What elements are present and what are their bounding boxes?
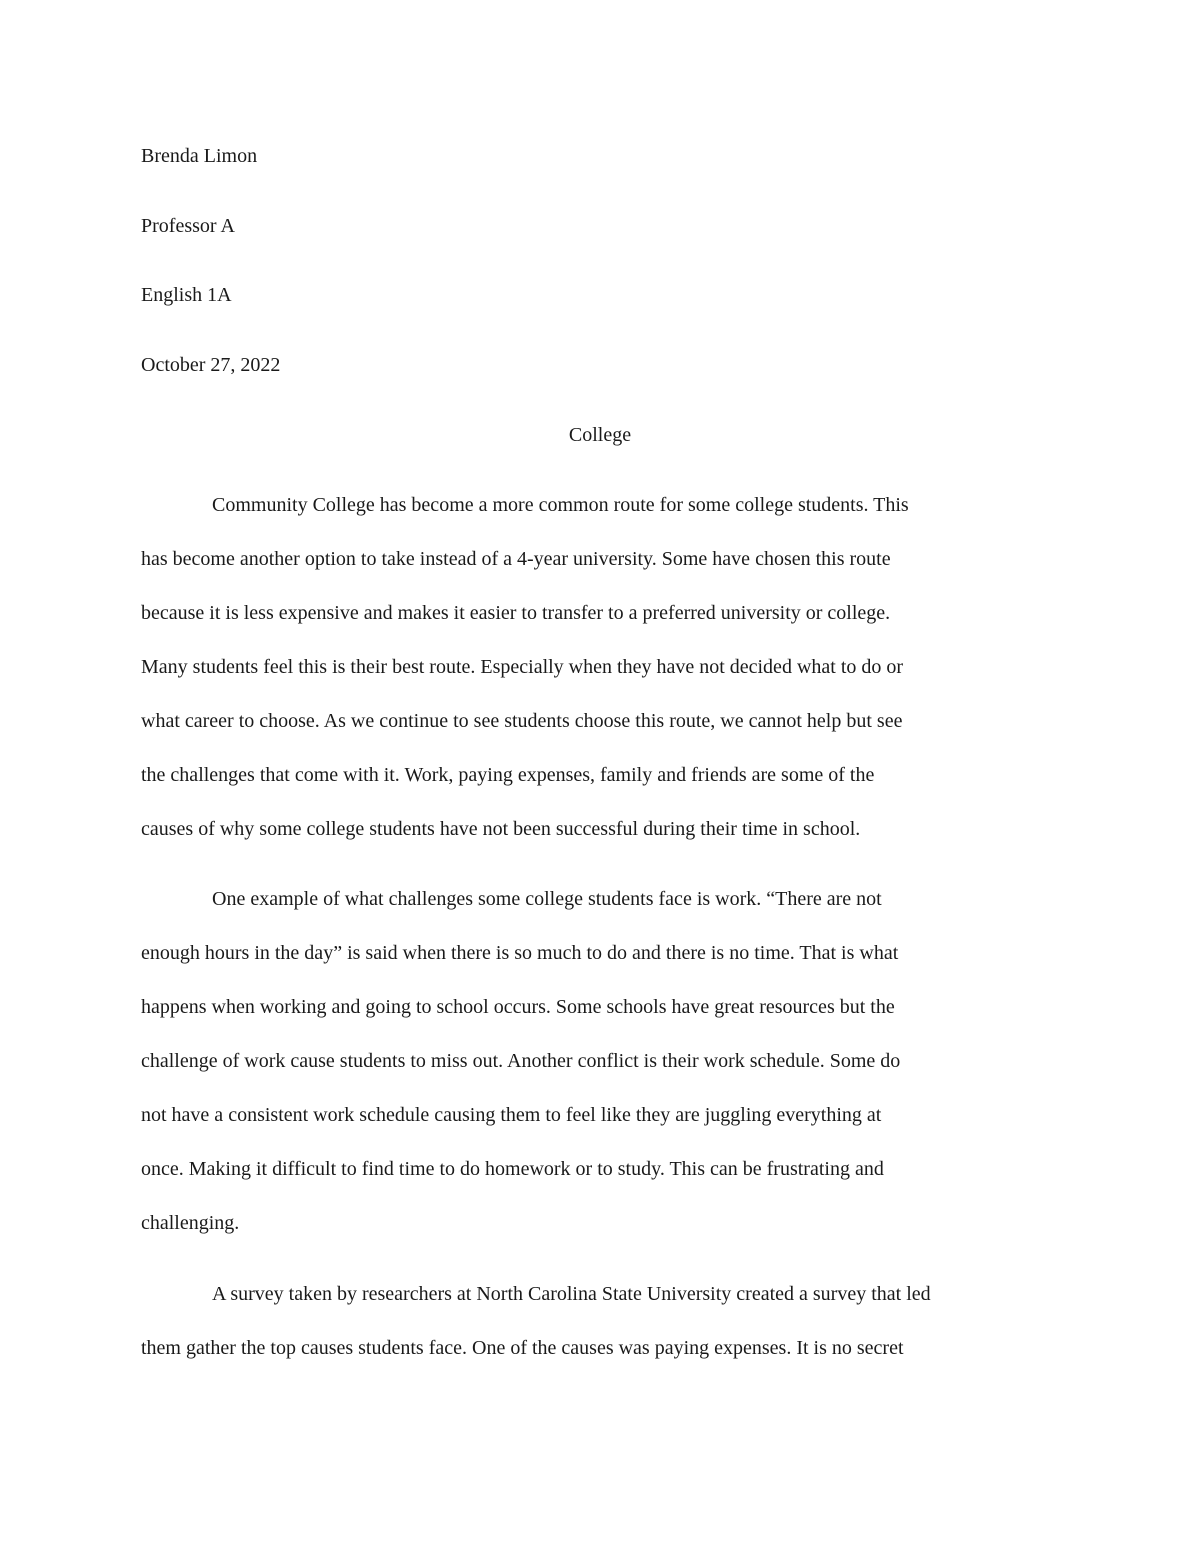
paragraph-1-line: Community College has become a more common route for some college students. This <box>212 494 909 516</box>
professor-name: Professor A <box>141 215 235 237</box>
course-name: English 1A <box>141 284 232 306</box>
paragraph-1-line: causes of why some college students have not been successful during their time in school. <box>141 818 861 840</box>
paragraph-2-line: happens when working and going to school occurs. Some schools have great resources but the <box>141 996 895 1018</box>
paragraph-3-line: A survey taken by researchers at North Carolina State University created a survey that led <box>212 1283 931 1305</box>
author-name: Brenda Limon <box>141 145 258 167</box>
paragraph-2-line: not have a consistent work schedule causing them to feel like they are juggling everything at <box>141 1104 882 1126</box>
paragraph-2-line: enough hours in the day” is said when there is so much to do and there is no time. That is what <box>141 942 899 964</box>
document-title: College <box>568 424 632 446</box>
paragraph-1-line: because it is less expensive and makes it easier to transfer to a preferred university or college. <box>141 602 891 624</box>
paragraph-2-line: challenging. <box>141 1212 240 1234</box>
paragraph-1-line: Many students feel this is their best route. Especially when they have not decided what to do or <box>141 656 904 678</box>
paragraph-2-line: challenge of work cause students to miss out. Another conflict is their work schedule. Some do <box>141 1050 901 1072</box>
paragraph-1-line: has become another option to take instead of a 4-year university. Some have chosen this route <box>141 548 891 570</box>
document-date: October 27, 2022 <box>141 354 281 376</box>
paragraph-3-line: them gather the top causes students face. One of the causes was paying expenses. It is no secret <box>141 1337 904 1359</box>
paragraph-2-line: once. Making it difficult to find time to do homework or to study. This can be frustrating and <box>141 1158 884 1180</box>
paragraph-1-line: what career to choose. As we continue to see students choose this route, we cannot help but see <box>141 710 903 732</box>
paragraph-1-line: the challenges that come with it. Work, paying expenses, family and friends are some of the <box>141 764 875 786</box>
paragraph-2-line: One example of what challenges some college students face is work. “There are not <box>212 888 882 910</box>
